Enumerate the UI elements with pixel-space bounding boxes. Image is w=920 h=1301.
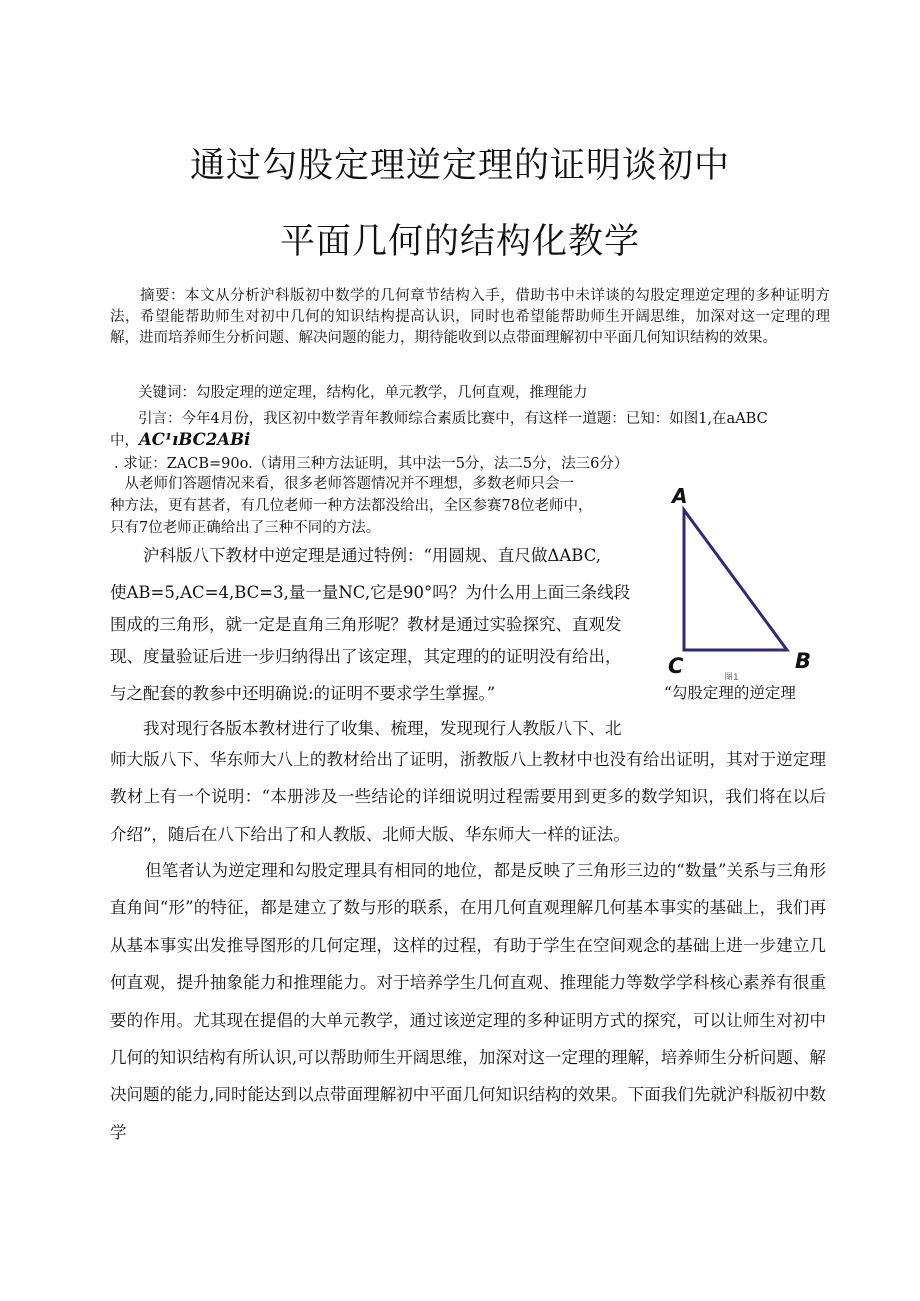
body-line-5: 与之配套的教参中还明确说:的证明不要求学生掌握。” <box>110 684 496 703</box>
figure-number-label: 图1 <box>724 673 739 680</box>
intro-line-2-prefix: 中， <box>110 433 139 449</box>
paragraph-3 <box>110 852 826 1151</box>
intro-formula: AC¹ıBC2ABi <box>139 430 251 449</box>
body-line-4: 现、度量验证后进一步归纳得出了该定理，其定理的的证明没有给出， <box>110 647 622 666</box>
body-line-3: 围成的三角形，就一定是直角三角形呢？教材是通过实验探究、直观发 <box>110 615 622 634</box>
intro-line-1: 引言：今年4月份，我区初中数学青年教师综合素质比赛中，有这样一道题：已知：如图1,在aABC <box>138 411 768 427</box>
intro-line-2 <box>110 429 250 450</box>
intro-line-4: 从老师们答题情况来看，很多老师答题情况并不理想，多数老师只会一 <box>110 476 574 492</box>
document-title-line1: 通过勾股定理逆定理的证明谈初中 <box>189 146 730 186</box>
paragraph-3-text: 但笔者认为逆定理和勾股定理具有相同的地位，都是反映了三角形三边的“数量”关系与三角形直角间“形”的特征，都是建立了数与形的联系，在用几何直观理解几何基本事实的基础上，我们再从基本事实出发推导图形的几何定理，这样的过程，有助于学生在空间观念的基础上进一步建立几何直观，提升抽象能力和推理能力。对于培养学生几何直观、推理能力等数学学科核心素养有很重要的作用。尤其现在提倡的大单元教学，通过该逆定理的多种证明方式的探究，可以让师生对初中几何的知识结构有所认识,可以帮助师生开阔思维，加深对这一定理的理解，培养师生分析问题、解决问题的能力,同时能达到以点带面理解初中平面几何知识结构的效果。下面我们先就沪科版初中数学 <box>110 861 826 1142</box>
abstract-paragraph: 摘要：本文从分析沪科版初中数学的几何章节结构入手，借助书中未详谈的勾股定理逆定理的多种证明方法，希望能帮助师生对初中几何的知识结构提高认识，同时也希望能帮助师生开阔思维，加深对这一定理的理解，进而培养师生分析问题、解决问题的能力，期待能收到以点带面理解初中平面几何知识结构的效果。 <box>110 288 830 346</box>
intro-line-3: . 求证：ZACB=90o.（请用三种方法证明，其中法一5分，法二5分，法三6分） <box>114 456 629 472</box>
body-line-2: 使AB=5,AC=4,BC=3,量一量NC,它是90°吗？为什么用上面三条线段 <box>110 583 631 602</box>
triangle-figure <box>660 480 830 684</box>
figure-caption: “勾股定理的逆定理 <box>664 684 796 702</box>
intro-line-6: 只有7位老师正确给出了三种不同的方法。 <box>110 520 381 536</box>
keywords-line: 关键词：勾股定理的逆定理，结构化，单元教学，几何直观，推理能力 <box>138 385 588 401</box>
paragraph-2: 师大版八下、华东师大八上的教材给出了证明，浙教版八上教材中也没有给出证明，其对于逆定理教材上有一个说明：“本册涉及一些结论的详细说明过程需要用到更多的数学知识，我们将在以后介绍”，随后在八下给出了和人教版、北师大版、华东师大一样的证法。 <box>110 750 826 844</box>
body-line-1: 沪科版八下教材中逆定理是通过特例：“用圆规、直尺做ΔABC, <box>110 546 601 565</box>
vertex-c-label: C <box>668 654 684 678</box>
triangle-shape <box>684 510 787 650</box>
triangle-diagram <box>660 480 830 680</box>
body-line-6: 我对现行各版本教材进行了收集、梳理，发现现行人教版八下、北 <box>110 719 622 738</box>
document-title-line2: 平面几何的结构化教学 <box>279 222 640 262</box>
vertex-a-label: A <box>672 484 688 508</box>
intro-line-5: 种方法，更有甚者，有几位老师一种方法都没给出，全区参赛78位老师中， <box>110 498 593 514</box>
vertex-b-label: B <box>795 649 812 673</box>
